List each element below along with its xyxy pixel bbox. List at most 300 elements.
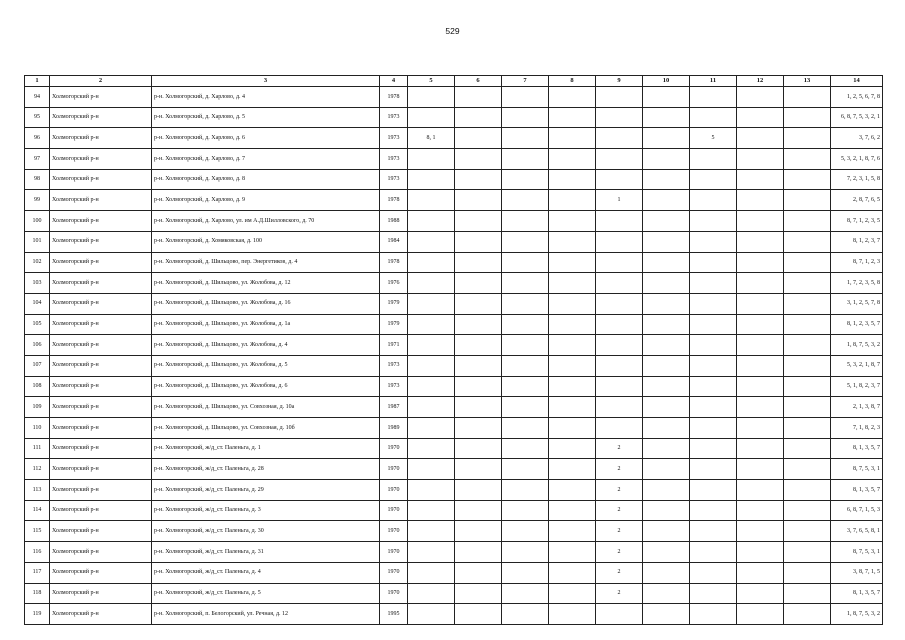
table-row bbox=[25, 211, 883, 232]
col9-cell bbox=[596, 397, 643, 418]
col10-cell bbox=[643, 418, 690, 439]
column-header-14: 14 bbox=[831, 76, 883, 87]
col11-cell bbox=[690, 107, 737, 128]
page-number: 529 bbox=[445, 26, 460, 36]
col11-cell: 5 bbox=[690, 128, 737, 149]
col10-cell bbox=[643, 273, 690, 294]
header-row bbox=[25, 76, 883, 87]
codes-cell: 8, 7, 5, 3, 1 bbox=[831, 459, 883, 480]
col12-cell bbox=[737, 169, 784, 190]
year-cell: 1995 bbox=[380, 604, 408, 625]
col8-cell bbox=[549, 562, 596, 583]
col8-cell bbox=[549, 418, 596, 439]
col8-cell bbox=[549, 438, 596, 459]
col13-cell bbox=[784, 376, 831, 397]
year-cell: 1970 bbox=[380, 542, 408, 563]
col12-cell bbox=[737, 397, 784, 418]
col6-cell bbox=[455, 500, 502, 521]
col7-cell bbox=[502, 459, 549, 480]
col12-cell bbox=[737, 438, 784, 459]
address-cell: р-н. Холмогорский, д. Харлово, ул. им А.Д.Шилловского, д. 70 bbox=[152, 211, 380, 232]
district-cell: Холмогорский р-н bbox=[50, 480, 152, 501]
codes-cell: 8, 7, 1, 2, 3, 5 bbox=[831, 211, 883, 232]
row-number: 101 bbox=[25, 231, 50, 252]
col6-cell bbox=[455, 169, 502, 190]
col8-cell bbox=[549, 273, 596, 294]
col5-cell bbox=[408, 149, 455, 170]
col9-cell: 2 bbox=[596, 459, 643, 480]
col7-cell bbox=[502, 231, 549, 252]
col6-cell bbox=[455, 107, 502, 128]
col8-cell bbox=[549, 107, 596, 128]
district-cell: Холмогорский р-н bbox=[50, 459, 152, 480]
col10-cell bbox=[643, 480, 690, 501]
address-cell: р-н. Холмогорский, д. Харлово, д. 7 bbox=[152, 149, 380, 170]
table-row bbox=[25, 87, 883, 108]
col5-cell bbox=[408, 562, 455, 583]
col5-cell bbox=[408, 438, 455, 459]
col13-cell bbox=[784, 211, 831, 232]
col8-cell bbox=[549, 314, 596, 335]
year-cell: 1973 bbox=[380, 149, 408, 170]
table-row bbox=[25, 128, 883, 149]
col10-cell bbox=[643, 335, 690, 356]
col5-cell bbox=[408, 480, 455, 501]
year-cell: 1970 bbox=[380, 459, 408, 480]
column-header-13: 13 bbox=[784, 76, 831, 87]
col12-cell bbox=[737, 273, 784, 294]
col8-cell bbox=[549, 190, 596, 211]
col6-cell bbox=[455, 314, 502, 335]
table-row bbox=[25, 542, 883, 563]
row-number: 117 bbox=[25, 562, 50, 583]
col8-cell bbox=[549, 397, 596, 418]
col5-cell bbox=[408, 500, 455, 521]
col8-cell bbox=[549, 459, 596, 480]
year-cell: 1978 bbox=[380, 252, 408, 273]
col12-cell bbox=[737, 418, 784, 439]
district-cell: Холмогорский р-н bbox=[50, 252, 152, 273]
col13-cell bbox=[784, 459, 831, 480]
col5-cell bbox=[408, 314, 455, 335]
col12-cell bbox=[737, 583, 784, 604]
col11-cell bbox=[690, 355, 737, 376]
table-header bbox=[25, 76, 883, 87]
col10-cell bbox=[643, 397, 690, 418]
col7-cell bbox=[502, 149, 549, 170]
col13-cell bbox=[784, 521, 831, 542]
table-row bbox=[25, 376, 883, 397]
address-cell: р-н. Холмогорский, ж/д_ст. Паленьга, д. 29 bbox=[152, 480, 380, 501]
row-number: 96 bbox=[25, 128, 50, 149]
address-cell: р-н. Холмогорский, ж/д_ст. Паленьга, д. 30 bbox=[152, 521, 380, 542]
col11-cell bbox=[690, 459, 737, 480]
district-cell: Холмогорский р-н bbox=[50, 604, 152, 625]
col10-cell bbox=[643, 293, 690, 314]
col6-cell bbox=[455, 418, 502, 439]
col12-cell bbox=[737, 480, 784, 501]
address-cell: р-н. Холмогорский, д. Шильцово, ул. Жолобова, д. 1а bbox=[152, 314, 380, 335]
col11-cell bbox=[690, 480, 737, 501]
col11-cell bbox=[690, 252, 737, 273]
year-cell: 1970 bbox=[380, 500, 408, 521]
address-cell: р-н. Холмогорский, д. Шильцово, ул. Жолобова, д. 5 bbox=[152, 355, 380, 376]
row-number: 106 bbox=[25, 335, 50, 356]
row-number: 98 bbox=[25, 169, 50, 190]
column-header-2: 2 bbox=[50, 76, 152, 87]
col7-cell bbox=[502, 583, 549, 604]
col12-cell bbox=[737, 149, 784, 170]
col6-cell bbox=[455, 355, 502, 376]
codes-cell: 5, 3, 2, 1, 8, 7, 6 bbox=[831, 149, 883, 170]
codes-cell: 6, 8, 7, 1, 5, 3 bbox=[831, 500, 883, 521]
district-cell: Холмогорский р-н bbox=[50, 335, 152, 356]
col10-cell bbox=[643, 211, 690, 232]
year-cell: 1989 bbox=[380, 418, 408, 439]
district-cell: Холмогорский р-н bbox=[50, 500, 152, 521]
col9-cell: 2 bbox=[596, 542, 643, 563]
district-cell: Холмогорский р-н bbox=[50, 231, 152, 252]
col7-cell bbox=[502, 293, 549, 314]
col8-cell bbox=[549, 604, 596, 625]
col10-cell bbox=[643, 562, 690, 583]
col11-cell bbox=[690, 583, 737, 604]
col5-cell bbox=[408, 231, 455, 252]
col12-cell bbox=[737, 521, 784, 542]
col9-cell: 2 bbox=[596, 521, 643, 542]
table-row bbox=[25, 418, 883, 439]
col5-cell bbox=[408, 107, 455, 128]
col8-cell bbox=[549, 231, 596, 252]
col11-cell bbox=[690, 314, 737, 335]
column-header-1: 1 bbox=[25, 76, 50, 87]
address-cell: р-н. Холмогорский, д. Шильцово, пер. Энергетиков, д. 4 bbox=[152, 252, 380, 273]
district-cell: Холмогорский р-н bbox=[50, 190, 152, 211]
column-header-10: 10 bbox=[643, 76, 690, 87]
col13-cell bbox=[784, 87, 831, 108]
codes-cell: 8, 1, 2, 3, 7 bbox=[831, 231, 883, 252]
col10-cell bbox=[643, 459, 690, 480]
year-cell: 1973 bbox=[380, 169, 408, 190]
year-cell: 1976 bbox=[380, 273, 408, 294]
table-row bbox=[25, 107, 883, 128]
address-cell: р-н. Холмогорский, д. Шильцово, ул. Жолобова, д. 12 bbox=[152, 273, 380, 294]
col8-cell bbox=[549, 521, 596, 542]
district-cell: Холмогорский р-н bbox=[50, 583, 152, 604]
col9-cell bbox=[596, 335, 643, 356]
col12-cell bbox=[737, 293, 784, 314]
year-cell: 1970 bbox=[380, 438, 408, 459]
table-row bbox=[25, 149, 883, 170]
col13-cell bbox=[784, 149, 831, 170]
codes-cell: 1, 7, 2, 3, 5, 8 bbox=[831, 273, 883, 294]
codes-cell: 1, 8, 7, 5, 3, 2 bbox=[831, 335, 883, 356]
col11-cell bbox=[690, 562, 737, 583]
column-header-11: 11 bbox=[690, 76, 737, 87]
col6-cell bbox=[455, 583, 502, 604]
table-row bbox=[25, 335, 883, 356]
col7-cell bbox=[502, 107, 549, 128]
col11-cell bbox=[690, 438, 737, 459]
district-cell: Холмогорский р-н bbox=[50, 418, 152, 439]
col6-cell bbox=[455, 252, 502, 273]
codes-cell: 2, 8, 7, 6, 5 bbox=[831, 190, 883, 211]
col13-cell bbox=[784, 293, 831, 314]
year-cell: 1979 bbox=[380, 314, 408, 335]
address-cell: р-н. Холмогорский, д. Харлово, д. 8 bbox=[152, 169, 380, 190]
col11-cell bbox=[690, 190, 737, 211]
year-cell: 1973 bbox=[380, 107, 408, 128]
col9-cell bbox=[596, 128, 643, 149]
column-header-3: 3 bbox=[152, 76, 380, 87]
district-cell: Холмогорский р-н bbox=[50, 211, 152, 232]
col10-cell bbox=[643, 355, 690, 376]
table-row bbox=[25, 252, 883, 273]
col12-cell bbox=[737, 314, 784, 335]
col9-cell: 2 bbox=[596, 500, 643, 521]
codes-cell: 5, 1, 8, 2, 3, 7 bbox=[831, 376, 883, 397]
column-header-7: 7 bbox=[502, 76, 549, 87]
col9-cell bbox=[596, 314, 643, 335]
col6-cell bbox=[455, 376, 502, 397]
col11-cell bbox=[690, 293, 737, 314]
column-header-6: 6 bbox=[455, 76, 502, 87]
codes-cell: 7, 1, 8, 2, 3 bbox=[831, 418, 883, 439]
codes-cell: 8, 1, 3, 5, 7 bbox=[831, 583, 883, 604]
col5-cell bbox=[408, 190, 455, 211]
col12-cell bbox=[737, 604, 784, 625]
col5-cell bbox=[408, 459, 455, 480]
col8-cell bbox=[549, 480, 596, 501]
column-header-5: 5 bbox=[408, 76, 455, 87]
col12-cell bbox=[737, 87, 784, 108]
district-cell: Холмогорский р-н bbox=[50, 293, 152, 314]
col13-cell bbox=[784, 273, 831, 294]
column-header-8: 8 bbox=[549, 76, 596, 87]
col10-cell bbox=[643, 438, 690, 459]
codes-cell: 3, 7, 6, 5, 8, 1 bbox=[831, 521, 883, 542]
col11-cell bbox=[690, 376, 737, 397]
col7-cell bbox=[502, 335, 549, 356]
col8-cell bbox=[549, 252, 596, 273]
col11-cell bbox=[690, 397, 737, 418]
col6-cell bbox=[455, 604, 502, 625]
col9-cell: 2 bbox=[596, 562, 643, 583]
col9-cell bbox=[596, 169, 643, 190]
col9-cell: 2 bbox=[596, 480, 643, 501]
col9-cell bbox=[596, 211, 643, 232]
col9-cell bbox=[596, 231, 643, 252]
col7-cell bbox=[502, 397, 549, 418]
col10-cell bbox=[643, 149, 690, 170]
row-number: 112 bbox=[25, 459, 50, 480]
col11-cell bbox=[690, 521, 737, 542]
codes-cell: 2, 1, 3, 8, 7 bbox=[831, 397, 883, 418]
col13-cell bbox=[784, 252, 831, 273]
col8-cell bbox=[549, 149, 596, 170]
col6-cell bbox=[455, 87, 502, 108]
row-number: 111 bbox=[25, 438, 50, 459]
table-body bbox=[25, 87, 883, 625]
codes-cell: 1, 2, 5, 6, 7, 8 bbox=[831, 87, 883, 108]
col12-cell bbox=[737, 107, 784, 128]
col10-cell bbox=[643, 314, 690, 335]
year-cell: 1978 bbox=[380, 190, 408, 211]
district-cell: Холмогорский р-н bbox=[50, 149, 152, 170]
codes-cell: 3, 1, 2, 5, 7, 8 bbox=[831, 293, 883, 314]
col11-cell bbox=[690, 149, 737, 170]
district-cell: Холмогорский р-н bbox=[50, 355, 152, 376]
col10-cell bbox=[643, 252, 690, 273]
col13-cell bbox=[784, 314, 831, 335]
col11-cell bbox=[690, 273, 737, 294]
col9-cell bbox=[596, 293, 643, 314]
col10-cell bbox=[643, 107, 690, 128]
address-cell: р-н. Холмогорский, д. Харлово, д. 4 bbox=[152, 87, 380, 108]
year-cell: 1970 bbox=[380, 583, 408, 604]
col7-cell bbox=[502, 355, 549, 376]
col9-cell: 2 bbox=[596, 583, 643, 604]
col6-cell bbox=[455, 128, 502, 149]
col12-cell bbox=[737, 355, 784, 376]
table-row bbox=[25, 273, 883, 294]
address-cell: р-н. Холмогорский, ж/д_ст. Паленьга, д. 3 bbox=[152, 500, 380, 521]
row-number: 118 bbox=[25, 583, 50, 604]
row-number: 113 bbox=[25, 480, 50, 501]
row-number: 94 bbox=[25, 87, 50, 108]
col8-cell bbox=[549, 542, 596, 563]
address-cell: р-н. Холмогорский, д. Шильцово, ул. Жолобова, д. 4 bbox=[152, 335, 380, 356]
col9-cell bbox=[596, 418, 643, 439]
table-row bbox=[25, 169, 883, 190]
col10-cell bbox=[643, 190, 690, 211]
col12-cell bbox=[737, 335, 784, 356]
col7-cell bbox=[502, 128, 549, 149]
col8-cell bbox=[549, 211, 596, 232]
col13-cell bbox=[784, 438, 831, 459]
address-cell: р-н. Холмогорский, ж/д_ст. Паленьга, д. 28 bbox=[152, 459, 380, 480]
table-row bbox=[25, 293, 883, 314]
col9-cell bbox=[596, 252, 643, 273]
row-number: 99 bbox=[25, 190, 50, 211]
col10-cell bbox=[643, 521, 690, 542]
district-cell: Холмогорский р-н bbox=[50, 562, 152, 583]
col9-cell bbox=[596, 149, 643, 170]
col6-cell bbox=[455, 231, 502, 252]
col11-cell bbox=[690, 542, 737, 563]
col12-cell bbox=[737, 500, 784, 521]
district-cell: Холмогорский р-н bbox=[50, 107, 152, 128]
table-row bbox=[25, 562, 883, 583]
col13-cell bbox=[784, 562, 831, 583]
col8-cell bbox=[549, 169, 596, 190]
codes-cell: 5, 3, 2, 1, 8, 7 bbox=[831, 355, 883, 376]
col13-cell bbox=[784, 128, 831, 149]
col6-cell bbox=[455, 211, 502, 232]
col13-cell bbox=[784, 583, 831, 604]
year-cell: 1970 bbox=[380, 480, 408, 501]
column-header-9: 9 bbox=[596, 76, 643, 87]
row-number: 104 bbox=[25, 293, 50, 314]
district-cell: Холмогорский р-н bbox=[50, 273, 152, 294]
col6-cell bbox=[455, 335, 502, 356]
col12-cell bbox=[737, 252, 784, 273]
col12-cell bbox=[737, 128, 784, 149]
table-row bbox=[25, 314, 883, 335]
row-number: 114 bbox=[25, 500, 50, 521]
address-cell: р-н. Холмогорский, ж/д_ст. Паленьга, д. 1 bbox=[152, 438, 380, 459]
codes-cell: 8, 1, 2, 3, 5, 7 bbox=[831, 314, 883, 335]
col7-cell bbox=[502, 521, 549, 542]
col9-cell: 2 bbox=[596, 438, 643, 459]
col12-cell bbox=[737, 231, 784, 252]
col12-cell bbox=[737, 376, 784, 397]
row-number: 109 bbox=[25, 397, 50, 418]
col13-cell bbox=[784, 604, 831, 625]
table-row bbox=[25, 583, 883, 604]
col10-cell bbox=[643, 500, 690, 521]
year-cell: 1973 bbox=[380, 355, 408, 376]
row-number: 116 bbox=[25, 542, 50, 563]
col10-cell bbox=[643, 231, 690, 252]
table-row bbox=[25, 231, 883, 252]
row-number: 97 bbox=[25, 149, 50, 170]
col6-cell bbox=[455, 273, 502, 294]
col7-cell bbox=[502, 190, 549, 211]
address-cell: р-н. Холмогорский, д. Хомяковская, д. 100 bbox=[152, 231, 380, 252]
district-cell: Холмогорский р-н bbox=[50, 397, 152, 418]
col8-cell bbox=[549, 500, 596, 521]
col7-cell bbox=[502, 252, 549, 273]
col7-cell bbox=[502, 562, 549, 583]
col7-cell bbox=[502, 211, 549, 232]
col7-cell bbox=[502, 500, 549, 521]
col7-cell bbox=[502, 438, 549, 459]
col9-cell: 1 bbox=[596, 190, 643, 211]
col7-cell bbox=[502, 87, 549, 108]
col5-cell bbox=[408, 583, 455, 604]
col10-cell bbox=[643, 169, 690, 190]
col8-cell bbox=[549, 583, 596, 604]
year-cell: 1979 bbox=[380, 293, 408, 314]
year-cell: 1973 bbox=[380, 376, 408, 397]
row-number: 119 bbox=[25, 604, 50, 625]
row-number: 108 bbox=[25, 376, 50, 397]
codes-cell: 1, 8, 7, 5, 3, 2 bbox=[831, 604, 883, 625]
col7-cell bbox=[502, 169, 549, 190]
col7-cell bbox=[502, 314, 549, 335]
col11-cell bbox=[690, 169, 737, 190]
col12-cell bbox=[737, 542, 784, 563]
address-cell: р-н. Холмогорский, д. Шильцово, ул. Совхозная, д. 10б bbox=[152, 418, 380, 439]
col13-cell bbox=[784, 169, 831, 190]
col5-cell bbox=[408, 542, 455, 563]
col9-cell bbox=[596, 604, 643, 625]
col6-cell bbox=[455, 438, 502, 459]
year-cell: 1970 bbox=[380, 521, 408, 542]
table-row bbox=[25, 355, 883, 376]
district-cell: Холмогорский р-н bbox=[50, 314, 152, 335]
col10-cell bbox=[643, 376, 690, 397]
col9-cell bbox=[596, 87, 643, 108]
address-cell: р-н. Холмогорский, д. Шильцово, ул. Совхозная, д. 10а bbox=[152, 397, 380, 418]
col10-cell bbox=[643, 87, 690, 108]
register-table bbox=[24, 75, 883, 625]
col5-cell bbox=[408, 273, 455, 294]
col7-cell bbox=[502, 418, 549, 439]
col5-cell bbox=[408, 169, 455, 190]
district-cell: Холмогорский р-н bbox=[50, 169, 152, 190]
